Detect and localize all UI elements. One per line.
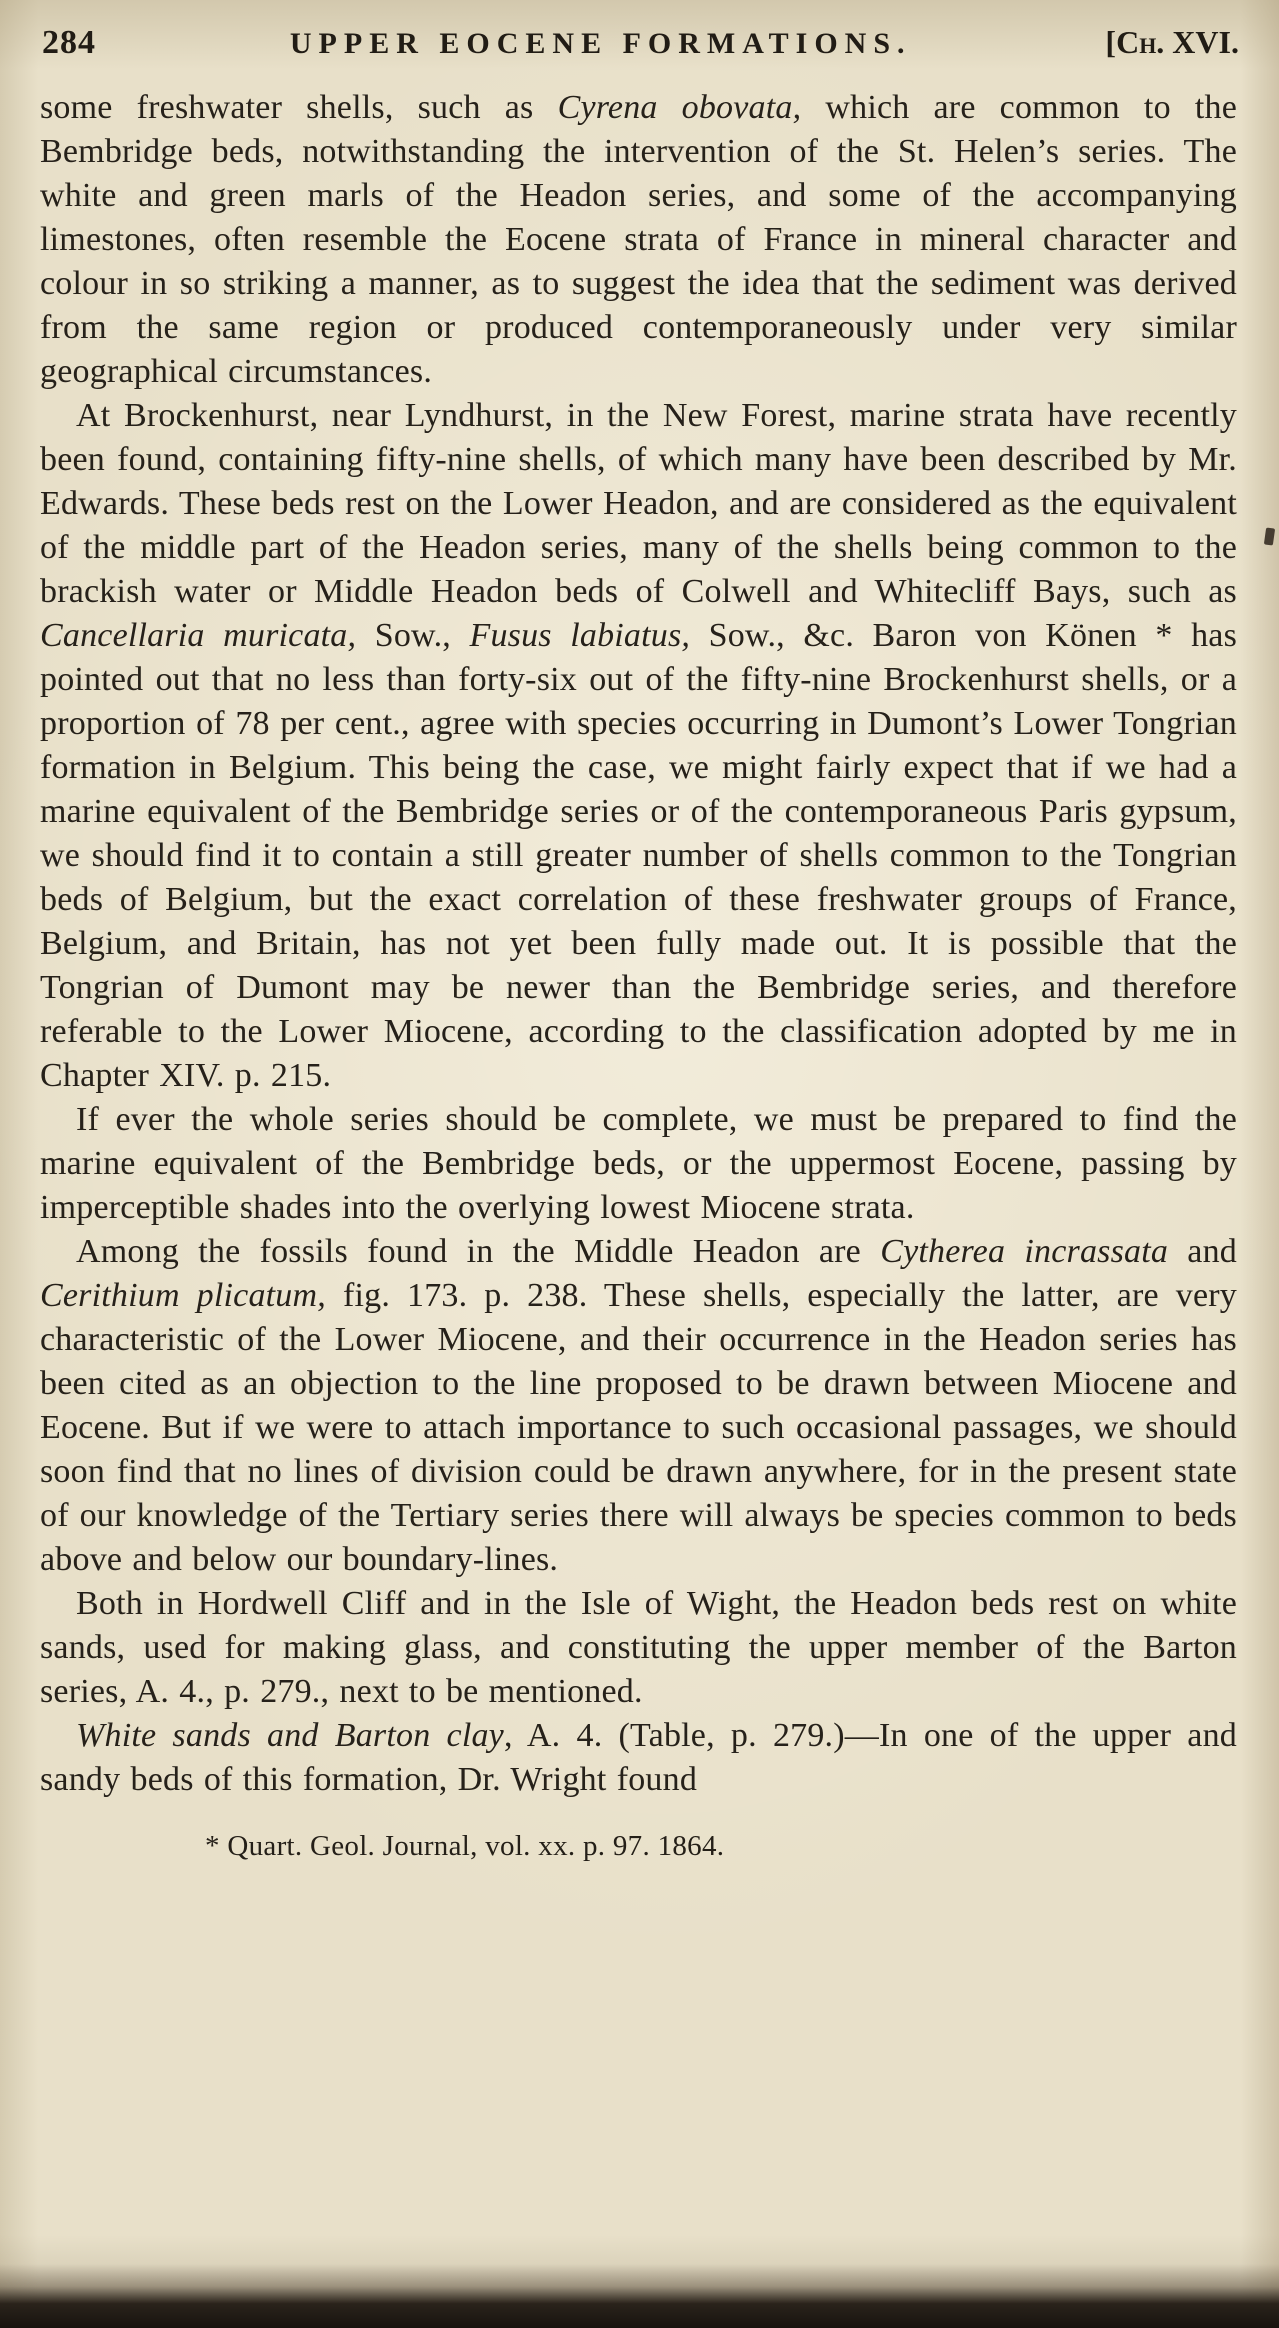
body-text: Among the fossils found in the Middle Headon are (76, 1233, 881, 1270)
page-header (42, 24, 1239, 62)
italic-text: Cytherea incrassata (880, 1233, 1169, 1270)
italic-text: White sands and Barton clay (76, 1717, 504, 1754)
page-content (40, 86, 1237, 1863)
body-text: some freshwater shells, such as (40, 89, 558, 126)
body-text: and (1168, 1233, 1237, 1270)
italic-text: Fusus labiatus, (469, 617, 691, 654)
ink-speck (1264, 527, 1275, 545)
paragraph-4 (40, 1230, 1237, 1582)
paragraph-3 (40, 1098, 1237, 1230)
body-text: At Brockenhurst, near Lyndhurst, in the New Forest, marine strata have recently been found, containing fifty-nine shells, of which many have been described by Mr. Edwards. These beds rest on the Lower Headon, and are considered as the equivalent of the middle part of the Headon series, many of the shells being common to the brackish water or Middle Headon beds of Colwell and Whitecliff Bays, such as (40, 397, 1237, 610)
chapter-label: [Ch. XVI. (1105, 24, 1239, 60)
page-body (40, 86, 1237, 1802)
body-text: , A. 4. (Table, p. 279.)—In one of the upper and sandy beds of this formation, Dr. Wright found (40, 1717, 1237, 1798)
body-text: which are common to the Bembridge beds, notwithstanding the intervention of the St. Helen’s series. The white and green marls of the Headon series, and some of the accompanying limestones, often resemble the Eocene strata of France in mineral character and colour in so striking a manner, as to suggest the idea that the sediment was derived from the same region or produced contemporaneously under very similar geographical circumstances. (40, 89, 1237, 390)
page-bottom-shadow (0, 2264, 1279, 2328)
italic-text: Cerithium plicatum, (40, 1277, 326, 1314)
italic-text: Cancellaria muricata, (40, 617, 357, 654)
body-text: If ever the whole series should be complete, we must be prepared to find the marine equivalent of the Bembridge beds, or the uppermost Eocene, passing by imperceptible shades into the overlying lowest Miocene strata. (40, 1101, 1237, 1226)
body-text: fig. 173. p. 238. These shells, especially the latter, are very characteristic of the Lower Miocene, and their occurrence in the Headon series has been cited as an objection to the line proposed to be drawn between Miocene and Eocene. But if we were to attach importance to such occasional passages, we should soon find that no lines of division could be drawn anywhere, for in the present state of our knowledge of the Tertiary series there will always be species common to beds above and below our boundary-lines. (40, 1277, 1237, 1578)
italic-text: Cyrena obovata, (557, 89, 802, 126)
paragraph-6 (40, 1714, 1237, 1802)
body-text: Sow., (356, 617, 470, 654)
running-title: UPPER EOCENE FORMATIONS. (289, 27, 912, 60)
paragraph-5 (40, 1582, 1237, 1714)
paragraph-1 (40, 86, 1237, 394)
paragraph-2 (40, 394, 1237, 1098)
page-number: 284 (42, 24, 96, 61)
body-text: Sow., &c. Baron von Könen * has pointed out that no less than forty-six out of the fifty-nine Brockenhurst shells, or a proportion of 78 per cent., agree with species occurring in Dumont’s Lower Tongrian formation in Belgium. This being the case, we might fairly expect that if we had a marine equivalent of the Bembridge series or of the contemporaneous Paris gypsum, we should find it to contain a still greater number of shells common to the Tongrian beds of Belgium, but the exact correlation of these freshwater groups of France, Belgium, and Britain, has not yet been fully made out. It is possible that the Tongrian of Dumont may be newer than the Bembridge series, and therefore referable to the Lower Miocene, according to the classification adopted by me in Chapter XIV. p. 215. (40, 617, 1238, 1094)
body-text: Both in Hordwell Cliff and in the Isle of Wight, the Headon beds rest on white sands, used for making glass, and constituting the upper member of the Barton series, A. 4., p. 279., next to be mentioned. (40, 1585, 1237, 1710)
footnote: * Quart. Geol. Journal, vol. xx. p. 97. 1864. (205, 1830, 725, 1862)
